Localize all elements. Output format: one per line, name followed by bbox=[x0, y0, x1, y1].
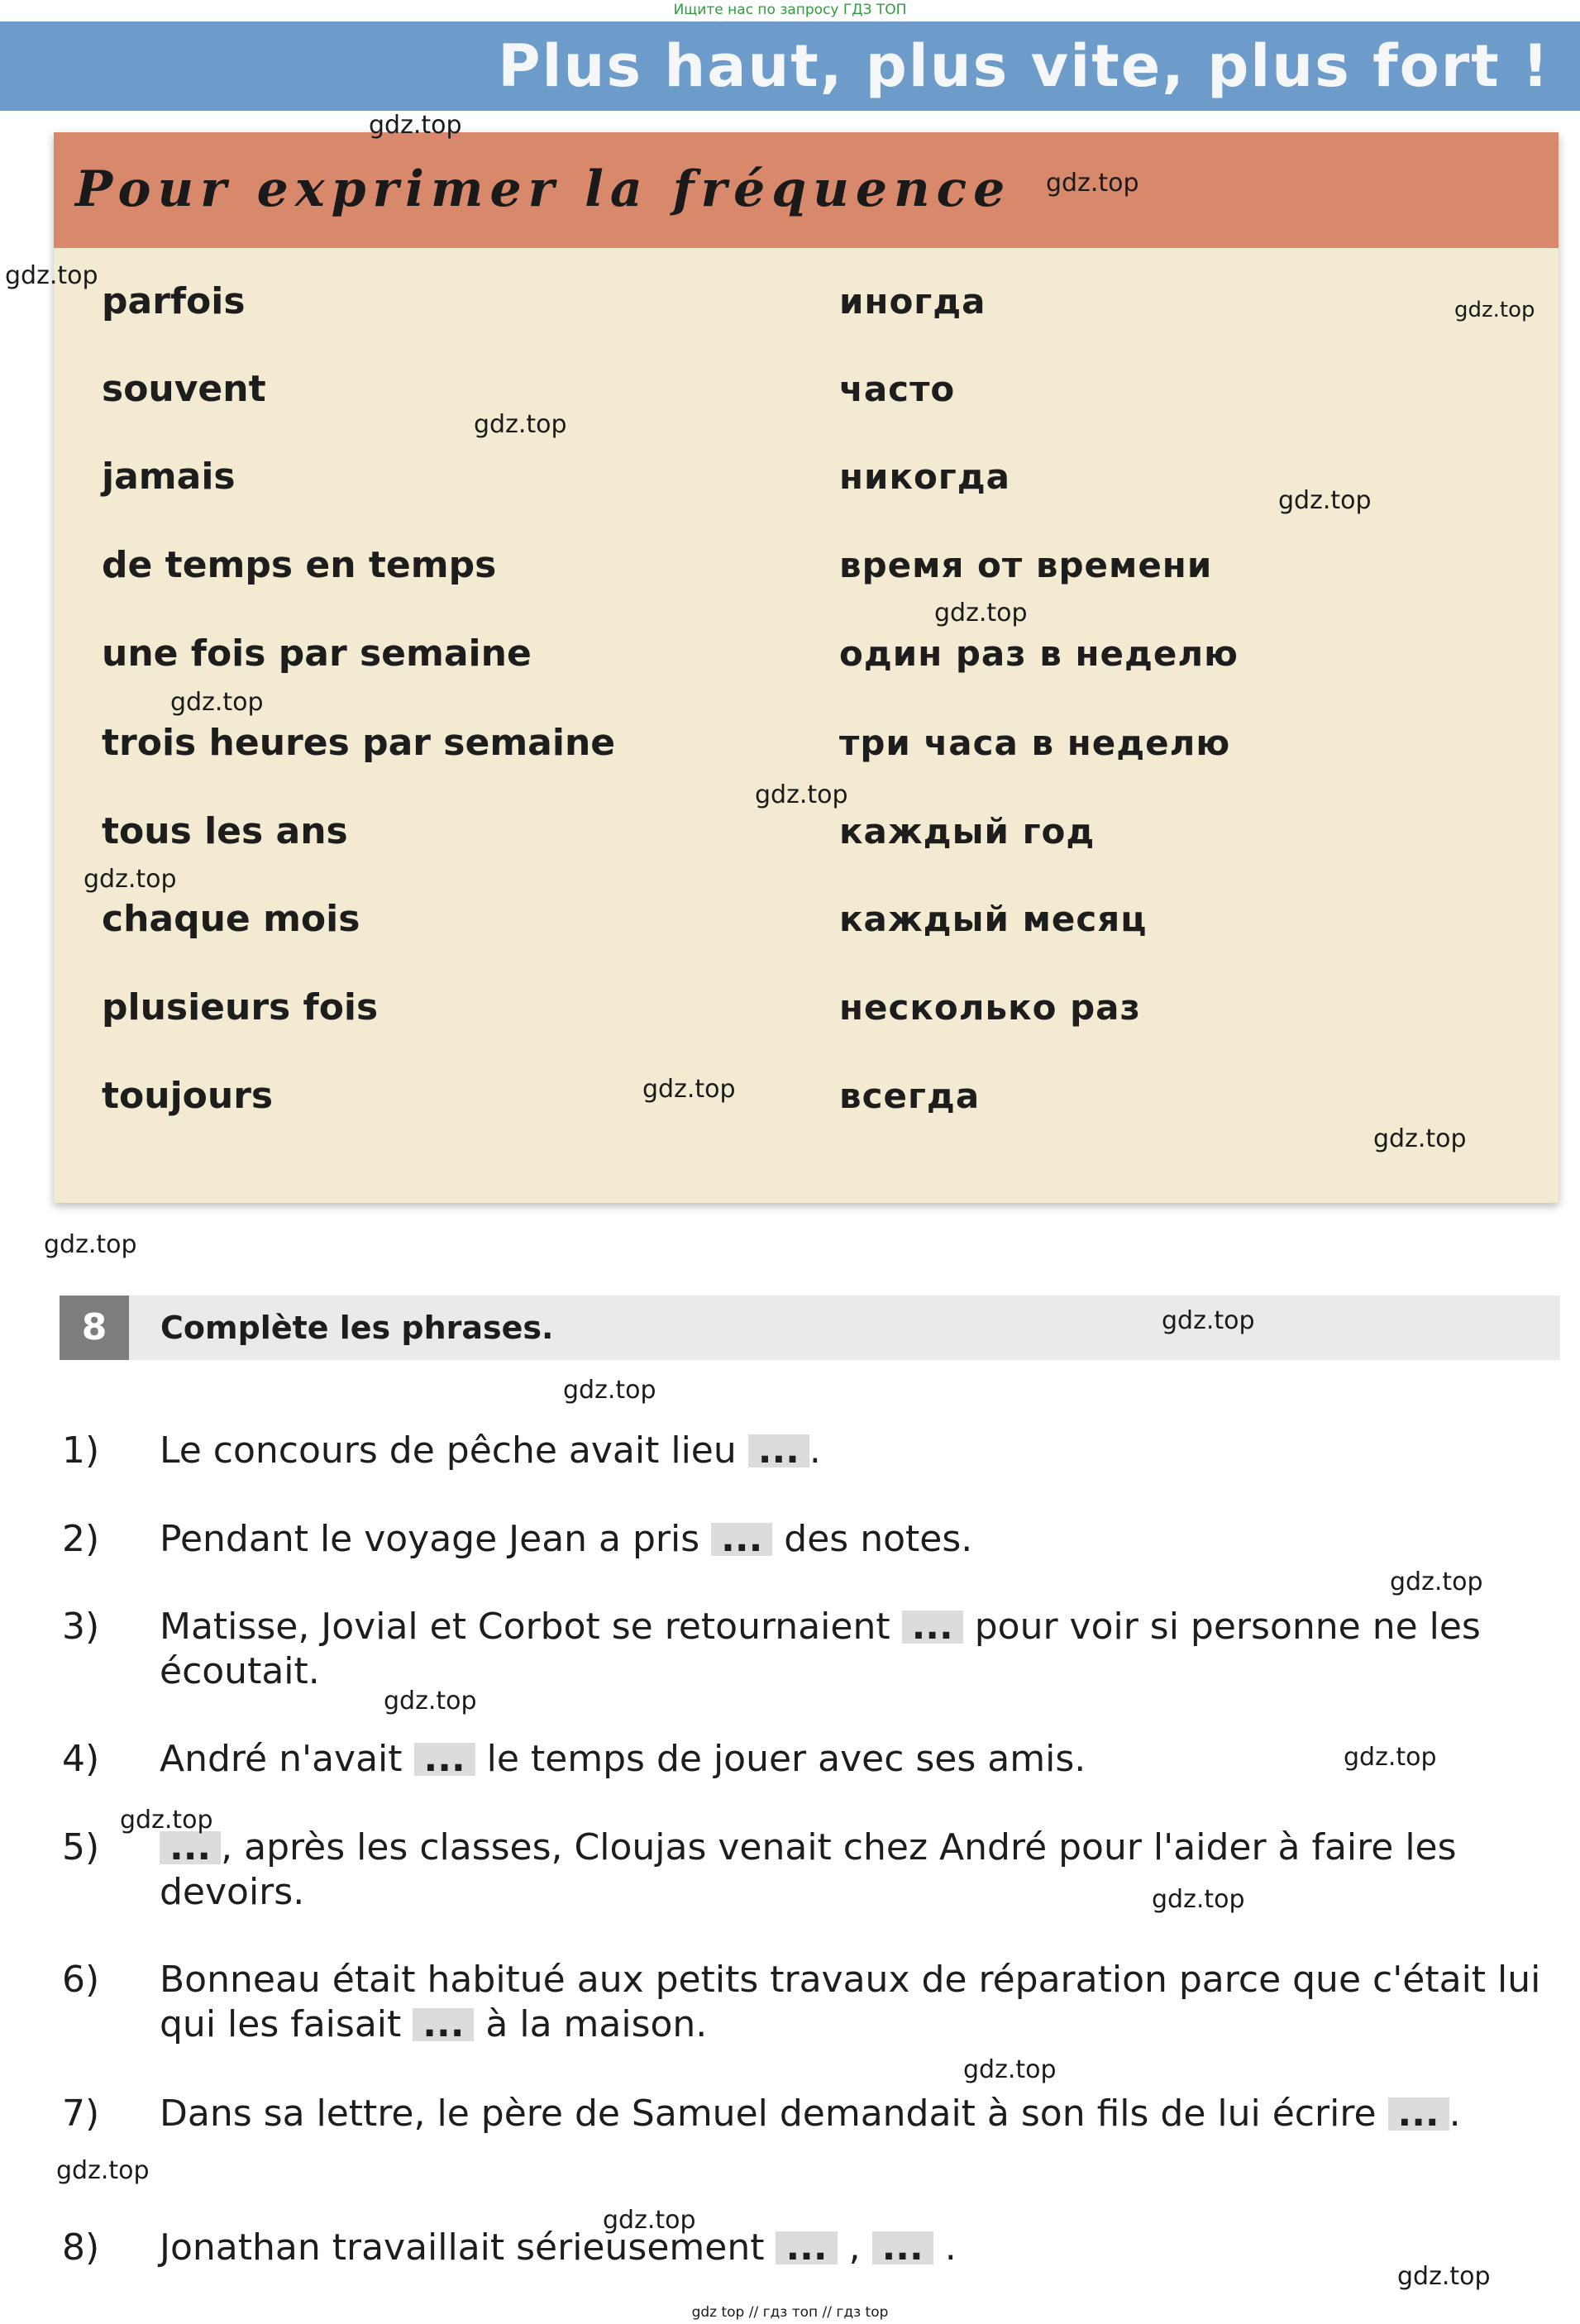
frequency-row bbox=[54, 621, 1559, 687]
answer-blank[interactable]: ... bbox=[414, 1743, 475, 1776]
french-expression: tous les ans bbox=[102, 810, 348, 852]
french-expression: de temps en temps bbox=[102, 544, 497, 586]
watermark: gdz.top bbox=[170, 688, 264, 717]
french-expression: trois heures par semaine bbox=[102, 722, 616, 764]
russian-translation: три часа в неделю bbox=[839, 723, 1231, 763]
russian-translation: иногда bbox=[839, 281, 986, 322]
russian-translation: один раз в неделю bbox=[839, 633, 1239, 674]
watermark: gdz.top bbox=[1373, 1124, 1467, 1153]
answer-blank[interactable]: ... bbox=[872, 2231, 933, 2264]
french-expression: parfois bbox=[102, 280, 246, 322]
watermark: gdz.top bbox=[384, 1687, 477, 1716]
watermark: gdz.top bbox=[934, 599, 1028, 628]
frequency-row bbox=[54, 532, 1559, 599]
answer-blank[interactable]: ... bbox=[902, 1611, 963, 1644]
watermark: gdz.top bbox=[755, 780, 848, 809]
answer-blank[interactable]: ... bbox=[776, 2231, 837, 2264]
exercise-header bbox=[60, 1296, 1560, 1360]
watermark: gdz.top bbox=[56, 2156, 150, 2185]
watermark: gdz.top bbox=[5, 261, 98, 290]
french-expression: une fois par semaine bbox=[102, 632, 532, 675]
bottom-note: gdz top // гдз топ // гдз top bbox=[691, 2304, 889, 2321]
sentence-part: Dans sa lettre, le père de Samuel demandait à son fils de lui écrire bbox=[160, 2093, 1388, 2135]
watermark: gdz.top bbox=[369, 111, 462, 140]
watermark: gdz.top bbox=[1278, 486, 1372, 515]
answer-blank[interactable]: ... bbox=[160, 1831, 221, 1864]
sentence-part: . bbox=[933, 2226, 957, 2269]
russian-translation: каждый год bbox=[839, 811, 1095, 852]
watermark: gdz.top bbox=[1344, 1743, 1437, 1772]
russian-translation: несколько раз bbox=[839, 987, 1141, 1028]
answer-blank[interactable]: ... bbox=[748, 1434, 809, 1467]
watermark: gdz.top bbox=[1152, 1885, 1245, 1914]
watermark: gdz.top bbox=[474, 410, 567, 439]
sentence-part: , après les classes, Cloujas venait chez André pour l'aider à faire les devoirs. bbox=[160, 1826, 1457, 1913]
sentence-part: à la maison. bbox=[474, 2003, 708, 2045]
item-number: 6) bbox=[62, 1959, 100, 2001]
russian-translation: часто bbox=[839, 369, 956, 409]
answer-blank[interactable]: ... bbox=[711, 1523, 772, 1556]
russian-translation: всегда bbox=[839, 1076, 981, 1116]
card-header bbox=[54, 132, 1559, 248]
answer-blank[interactable]: ... bbox=[1388, 2097, 1449, 2131]
page-title: Plus haut, plus vite, plus fort ! bbox=[498, 32, 1550, 100]
watermark: gdz.top bbox=[963, 2055, 1057, 2084]
sentence-part: Jonathan travaillait sérieusement bbox=[160, 2226, 776, 2269]
top-note: Ищите нас по запросу ГДЗ ТОП bbox=[673, 2, 907, 18]
frequency-row bbox=[54, 886, 1559, 952]
frequency-row bbox=[54, 269, 1559, 335]
sentence-part: Pendant le voyage Jean a pris bbox=[160, 1518, 712, 1560]
title-banner bbox=[0, 21, 1580, 111]
russian-translation: никогда bbox=[839, 456, 1011, 497]
watermark: gdz.top bbox=[120, 1806, 213, 1835]
watermark: gdz.top bbox=[642, 1075, 736, 1104]
sentence-part: Matisse, Jovial et Corbot se retournaient bbox=[160, 1606, 902, 1648]
sentence-part: Le concours de pêche avait lieu bbox=[160, 1429, 748, 1472]
watermark: gdz.top bbox=[563, 1376, 656, 1405]
sentence-part: Bonneau était habitué aux petits travaux de réparation parce que c'était lui qui les faisait bbox=[160, 1959, 1541, 2045]
watermark: gdz.top bbox=[1162, 1306, 1255, 1335]
watermark: gdz.top bbox=[603, 2206, 696, 2235]
sentence-part: des notes. bbox=[772, 1518, 973, 1560]
exercise-number: 8 bbox=[60, 1296, 129, 1360]
item-number: 2) bbox=[62, 1518, 100, 1560]
watermark: gdz.top bbox=[1397, 2262, 1491, 2291]
item-number: 7) bbox=[62, 2093, 100, 2135]
frequency-row bbox=[54, 710, 1559, 776]
watermark: gdz.top bbox=[44, 1230, 137, 1259]
answer-blank[interactable]: ... bbox=[413, 2008, 474, 2041]
frequency-row bbox=[54, 1063, 1559, 1129]
sentence-part: André n'avait bbox=[160, 1738, 414, 1780]
card-title: Pour exprimer la fréquence bbox=[75, 160, 1012, 218]
french-expression: chaque mois bbox=[102, 898, 360, 940]
sentence-part: , bbox=[837, 2226, 872, 2269]
exercise-instruction: Complète les phrases. bbox=[160, 1310, 554, 1346]
frequency-row bbox=[54, 356, 1559, 422]
russian-translation: время от времени bbox=[839, 545, 1213, 585]
item-number: 5) bbox=[62, 1826, 100, 1868]
item-number: 3) bbox=[62, 1606, 100, 1648]
french-expression: souvent bbox=[102, 368, 266, 410]
item-number: 1) bbox=[62, 1429, 100, 1472]
item-number: 4) bbox=[62, 1738, 100, 1780]
watermark: gdz.top bbox=[1390, 1568, 1483, 1596]
french-expression: toujours bbox=[102, 1075, 274, 1117]
french-expression: plusieurs fois bbox=[102, 986, 379, 1028]
sentence-part: . bbox=[1449, 2093, 1461, 2135]
watermark: gdz.top bbox=[1454, 298, 1535, 322]
watermark: gdz.top bbox=[1046, 169, 1139, 198]
sentence-part: pour voir si personne ne les écoutait. bbox=[160, 1606, 1481, 1692]
sentence-part: le temps de jouer avec ses amis. bbox=[475, 1738, 1086, 1780]
sentence-part: . bbox=[809, 1429, 821, 1472]
frequency-card bbox=[54, 132, 1559, 1203]
item-number: 8) bbox=[62, 2226, 100, 2269]
russian-translation: каждый месяц bbox=[839, 899, 1148, 939]
french-expression: jamais bbox=[102, 456, 236, 498]
frequency-row bbox=[54, 975, 1559, 1041]
watermark: gdz.top bbox=[84, 865, 177, 894]
